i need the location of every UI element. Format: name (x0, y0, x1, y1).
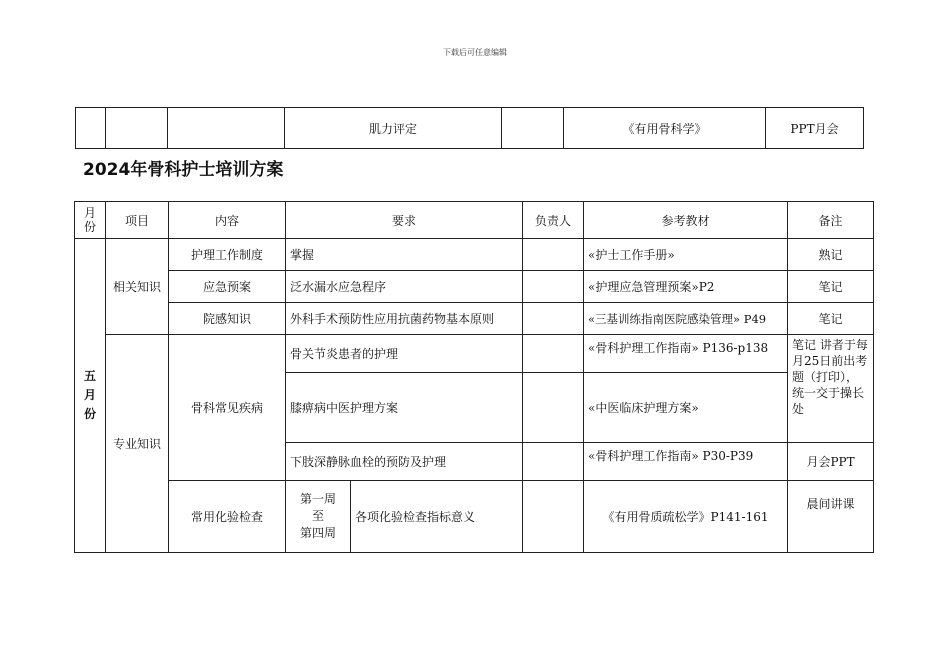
person-cell (523, 271, 584, 303)
note-cell: 笔记 (788, 271, 874, 303)
week-range-cell (286, 481, 351, 553)
person-cell (523, 481, 584, 553)
header-reference: 参考教材 (584, 202, 788, 239)
table-cell (168, 108, 285, 149)
reference-cell: «三基训练指南医院感染管理» P49 (584, 303, 788, 335)
content-cell: 院感知识 (169, 303, 286, 335)
note-cell: 晨间讲课 (788, 481, 874, 553)
requirement-cell: 掌握 (286, 239, 523, 271)
person-cell (523, 239, 584, 271)
requirement-cell: 各项化验检查指标意义 (351, 481, 523, 553)
reference-cell: «骨科护理工作指南» P136-p138 (584, 335, 788, 373)
item-cell: 专业知识 (106, 335, 169, 553)
requirement-cell: 泛水漏水应急程序 (286, 271, 523, 303)
header-note: 下载后可任意编辑 (443, 48, 507, 57)
table-row (75, 303, 874, 335)
header-month: 月份 (75, 202, 106, 239)
table-row (76, 108, 864, 149)
note-cell: 笔记 讲者于每月25日前出考题（打印），统一交于操长处 (788, 335, 874, 443)
table-row (75, 481, 874, 553)
item-cell: 相关知识 (106, 239, 169, 335)
week-to: 至 (311, 509, 324, 523)
content-cell: 常用化验检查 (169, 481, 286, 553)
person-cell (523, 335, 584, 373)
table-row (75, 335, 874, 373)
week-end: 第四周 (299, 526, 336, 540)
table-cell (76, 108, 106, 149)
requirement-cell: 外科手术预防性应用抗菌药物基本原则 (286, 303, 523, 335)
header-note: 备注 (788, 202, 874, 239)
header-requirement: 要求 (286, 202, 523, 239)
reference-cell: 《有用骨质疏松学》P141-161 (584, 481, 788, 553)
requirement-cell: 骨关节炎患者的护理 (286, 335, 523, 373)
content-cell: 骨科常见疾病 (169, 335, 286, 481)
person-cell (523, 373, 584, 443)
note-cell: 笔记 (788, 303, 874, 335)
note-cell: 月会PPT (788, 443, 874, 481)
table-row (75, 271, 874, 303)
week-start: 第一周 (299, 492, 336, 506)
table-cell (106, 108, 168, 149)
content-cell: 护理工作制度 (169, 239, 286, 271)
reference-cell: «护士工作手册» (584, 239, 788, 271)
table-row (75, 239, 874, 271)
page-title: 2024年骨科护士培训方案 (83, 160, 284, 180)
content-cell: 应急预案 (169, 271, 286, 303)
requirement-cell: 膝痹病中医护理方案 (286, 373, 523, 443)
table-cell (502, 108, 564, 149)
person-cell (523, 303, 584, 335)
training-plan-table (74, 201, 874, 553)
header-item: 项目 (106, 202, 169, 239)
requirement-cell: 下肢深静脉血栓的预防及护理 (286, 443, 523, 481)
person-cell (523, 443, 584, 481)
note-cell: 熟记 (788, 239, 874, 271)
note-cell: PPT月会 (766, 108, 864, 149)
month-cell: 五月份 (75, 239, 106, 553)
reference-cell: «中医临床护理方案» (584, 373, 788, 443)
previous-page-table-fragment (75, 107, 864, 149)
header-person: 负责人 (523, 202, 584, 239)
table-header-row (75, 202, 874, 239)
reference-cell: «护理应急管理预案»P2 (584, 271, 788, 303)
content-cell: 肌力评定 (285, 108, 502, 149)
header-content: 内容 (169, 202, 286, 239)
reference-cell: «骨科护理工作指南» P30-P39 (584, 443, 788, 481)
reference-cell: 《有用骨科学》 (564, 108, 766, 149)
